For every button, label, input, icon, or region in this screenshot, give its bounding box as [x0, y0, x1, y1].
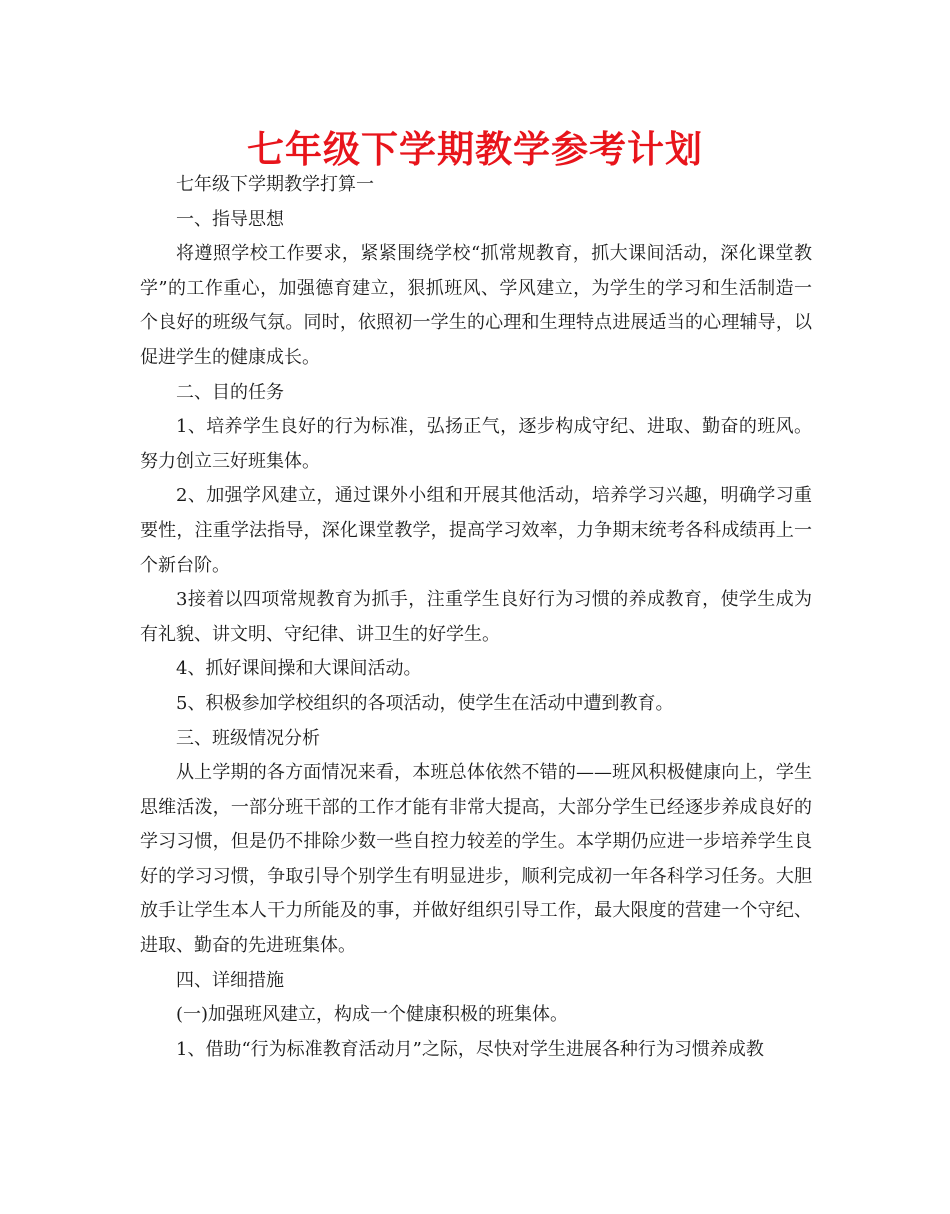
paragraph: 从上学期的各方面情况来看，本班总体依然不错的——班风积极健康向上，学生思维活泼，一部分班干部的工作才能有非常大提高，大部分学生已经逐步养成良好的学习习惯，但是仍不排除少数一些自控力较差的学生。本学期仍应进一步培养学生良好的学习习惯，争取引导个别学生有明显进步，顺利完成初一年各科学习任务。大胆放手让学生本人干力所能及的事，并做好组织引导工作，最大限度的营建一个守纪、进取、勤奋的先进班集体。 [140, 762, 812, 957]
section-heading-class-analysis: 三、班级情况分析 [176, 727, 320, 749]
document-title: 七年级下学期教学参考计划 [247, 128, 703, 171]
paragraph-subtitle: 七年级下学期教学打算一 [176, 174, 374, 195]
document-body [140, 168, 812, 1067]
sub-heading: (一)加强班风建立，构成一个健康积极的班集体。 [176, 1004, 569, 1026]
list-item: 1、借助“行为标准教育活动月”之际，尽快对学生进展各种行为习惯养成教 [176, 1038, 764, 1060]
list-item: 1、培养学生良好的行为标准，弘扬正气，逐步构成守纪、进取、勤奋的班风。努力创立三好班集体。 [140, 416, 812, 472]
list-item: 3接着以四项常规教育为抓手，注重学生良好行为习惯的养成教育，使学生成为有礼貌、讲文明、守纪律、讲卫生的好学生。 [140, 589, 812, 645]
list-item: 5、积极参加学校组织的各项活动，使学生在活动中遭到教育。 [176, 692, 674, 714]
section-heading-measures: 四、详细措施 [176, 969, 284, 991]
paragraph: 将遵照学校工作要求，紧紧围绕学校“抓常规教育，抓大课间活动，深化课堂教学”的工作重心，加强德育建立，狠抓班风、学风建立，为学生的学习和生活制造一个良好的班级气氛。同时，依照初一学生的心理和生理特点进展适当的心理辅导，以促进学生的健康成长。 [140, 243, 812, 368]
section-heading-guiding-ideology: 一、指导思想 [176, 208, 284, 230]
section-heading-goals: 二、目的任务 [176, 381, 284, 403]
list-item: 2、加强学风建立，通过课外小组和开展其他活动，培养学习兴趣，明确学习重要性，注重学法指导，深化课堂教学，提高学习效率，力争期末统考各科成绩再上一个新台阶。 [140, 485, 812, 576]
list-item: 4、抓好课间操和大课间活动。 [176, 658, 422, 680]
